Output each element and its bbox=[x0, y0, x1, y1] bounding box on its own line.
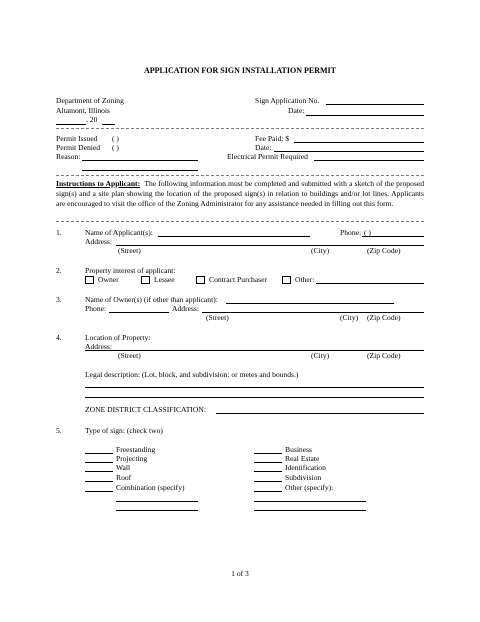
zip-caption: (Zip Code) bbox=[367, 313, 401, 322]
identification-check-field[interactable] bbox=[254, 471, 282, 472]
sign-type-subdivision: Subdivision bbox=[285, 473, 322, 482]
sign-type-combination: Combination (specify) bbox=[116, 483, 185, 492]
department-label: Department of Zoning bbox=[56, 96, 124, 105]
subdivision-check-field[interactable] bbox=[254, 481, 282, 482]
owner-name-field[interactable] bbox=[226, 303, 394, 304]
electrical-permit-label: Electrical Permit Required bbox=[227, 152, 308, 161]
sign-type-roof: Roof bbox=[116, 473, 132, 482]
electrical-permit-field[interactable] bbox=[314, 160, 424, 161]
fee-paid-label: Fee Paid: $ bbox=[255, 134, 290, 143]
sign-type-identification: Identification bbox=[285, 463, 326, 472]
item-number: 1. bbox=[56, 228, 62, 237]
permit-issued-checkbox[interactable]: ( ) bbox=[112, 134, 119, 143]
street-caption: (Street) bbox=[118, 351, 141, 360]
type-of-sign-label: Type of sign: (check two) bbox=[85, 426, 163, 435]
other-checkbox[interactable] bbox=[282, 276, 291, 284]
applicant-phone-field[interactable] bbox=[362, 236, 424, 237]
divider bbox=[56, 128, 424, 129]
zone-district-field[interactable] bbox=[216, 413, 424, 414]
city-caption: (City) bbox=[340, 313, 359, 322]
combination-check-field[interactable] bbox=[85, 491, 113, 492]
reason-field-1[interactable] bbox=[82, 160, 198, 161]
other-specify-field-2[interactable] bbox=[254, 510, 366, 511]
fee-paid-field[interactable] bbox=[294, 142, 424, 143]
real-estate-check-field[interactable] bbox=[254, 462, 282, 463]
item-number: 3. bbox=[56, 295, 62, 304]
item-number: 2. bbox=[56, 266, 62, 275]
year-field[interactable] bbox=[102, 124, 115, 125]
instructions-paragraph bbox=[56, 179, 424, 209]
other-specify-field-1[interactable] bbox=[254, 501, 366, 502]
year-label: , 20 bbox=[86, 115, 98, 124]
owner-checkbox[interactable] bbox=[85, 276, 94, 284]
roof-check-field[interactable] bbox=[85, 481, 113, 482]
phone-area-code: ( ) bbox=[364, 228, 371, 237]
owner-name-label: Name of Owner(s) (if other than applicant): bbox=[85, 295, 218, 304]
instructions-heading: Instructions to Applicant: bbox=[56, 179, 141, 188]
header-date-label: Date: bbox=[288, 106, 305, 115]
date-month-day-field[interactable] bbox=[56, 124, 86, 125]
sign-application-no-field[interactable] bbox=[326, 104, 424, 105]
sign-type-other: Other (specify): bbox=[285, 483, 334, 492]
owner-phone-label: Phone: bbox=[85, 304, 107, 313]
reason-field-2[interactable] bbox=[82, 170, 198, 171]
divider bbox=[56, 221, 424, 222]
office-date-label: Date: bbox=[255, 143, 272, 152]
city-caption: (City) bbox=[311, 246, 330, 255]
property-address-label: Address: bbox=[85, 342, 112, 351]
applicant-name-label: Name of Applicant(s): bbox=[85, 228, 153, 237]
divider bbox=[56, 175, 424, 176]
permit-denied-checkbox[interactable]: ( ) bbox=[112, 143, 119, 152]
contract-purchaser-checkbox[interactable] bbox=[196, 276, 205, 284]
item-number: 5. bbox=[56, 426, 62, 435]
combination-specify-field-1[interactable] bbox=[116, 501, 198, 502]
legal-description-field-2[interactable] bbox=[85, 397, 424, 398]
legal-description-field-1[interactable] bbox=[85, 387, 424, 388]
projecting-check-field[interactable] bbox=[85, 462, 113, 463]
other-label: Other: bbox=[295, 275, 315, 284]
owner-address-label: Address: bbox=[172, 304, 199, 313]
phone-label: Phone: bbox=[340, 228, 362, 237]
zip-caption: (Zip Code) bbox=[367, 246, 401, 255]
permit-issued-label: Permit Issued bbox=[56, 134, 98, 143]
sign-type-freestanding: Freestanding bbox=[116, 445, 156, 454]
sign-application-no-label: Sign Application No. bbox=[255, 96, 320, 105]
legal-description-label: Legal description: (Lot, block, and subdivision; or metes and bounds.) bbox=[85, 370, 299, 379]
address-label: Address: bbox=[85, 237, 112, 246]
lessee-checkbox[interactable] bbox=[141, 276, 150, 284]
city-label: Altamont, Illinois bbox=[56, 106, 110, 115]
freestanding-check-field[interactable] bbox=[85, 453, 113, 454]
other-sign-check-field[interactable] bbox=[254, 491, 282, 492]
wall-check-field[interactable] bbox=[85, 471, 113, 472]
page-title: APPLICATION FOR SIGN INSTALLATION PERMIT bbox=[143, 66, 337, 75]
zip-caption: (Zip Code) bbox=[367, 351, 401, 360]
applicant-name-field[interactable] bbox=[158, 236, 310, 237]
business-check-field[interactable] bbox=[254, 453, 282, 454]
owner-phone-field[interactable] bbox=[109, 312, 169, 313]
combination-specify-field-2[interactable] bbox=[116, 510, 198, 511]
city-caption: (City) bbox=[311, 351, 330, 360]
location-label: Location of Property: bbox=[85, 333, 151, 342]
instructions-body: The following information must be completed and submitted with a sketch of the proposed sign(s) and a site plan showing the location of the proposed sign(s) in relation to buildings and/or lot lines. Applicants are encouraged to visit the office of the Zoning Administrator for any assistance needed in filling out this form. bbox=[56, 179, 424, 208]
sign-type-projecting: Projecting bbox=[116, 454, 148, 463]
sign-type-real-estate: Real Estate bbox=[285, 454, 320, 463]
header-date-field[interactable] bbox=[306, 115, 424, 116]
item-number: 4. bbox=[56, 333, 62, 342]
owner-label: Owner bbox=[98, 275, 119, 284]
reason-label: Reason: bbox=[56, 152, 81, 161]
street-caption: (Street) bbox=[118, 246, 141, 255]
zone-district-label: ZONE DISTRICT CLASSIFICATION: bbox=[85, 405, 206, 414]
street-caption: (Street) bbox=[206, 313, 229, 322]
other-interest-field[interactable] bbox=[316, 283, 424, 284]
contract-purchaser-label: Contract Purchaser bbox=[209, 275, 267, 284]
page-number: 1 of 3 bbox=[231, 569, 249, 578]
sign-type-business: Business bbox=[285, 445, 313, 454]
lessee-label: Lessee bbox=[154, 275, 175, 284]
permit-denied-label: Permit Denied bbox=[56, 143, 101, 152]
sign-type-wall: Wall bbox=[116, 463, 131, 472]
property-interest-label: Property interest of applicant: bbox=[85, 266, 176, 275]
